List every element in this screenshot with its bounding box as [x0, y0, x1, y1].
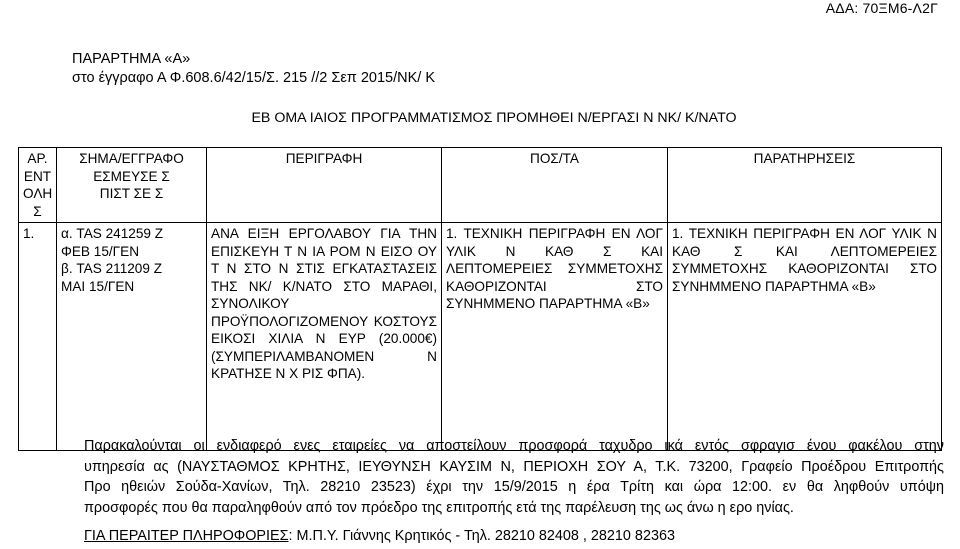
header-notes: ΠΑΡΑΤΗΡΗΣΕΙΣ — [668, 148, 942, 223]
row-notes: 1. ΤΕΧΝΙΚΗ ΠΕΡΙΓΡΑΦΗ ΕΝ ΛΟΓ ΥΛΙΚ Ν ΚΑΘ Σ ΚΑΙ ΛΕΠΤΟΜΕΡΕΙΕΣ ΣΥΜΜΕΤΟΧΗΣ ΚΑΘΟΡΙΖΟΝΤΑΙ ΣΤΟ ΣΥΝΗΜΜΕΝΟ ΠΑΡΑΡΤΗΜΑ «Β» — [668, 223, 942, 451]
row-quantity: 1. ΤΕΧΝΙΚΗ ΠΕΡΙΓΡΑΦΗ ΕΝ ΛΟΓ ΥΛΙΚ Ν ΚΑΘ Σ ΚΑΙ ΛΕΠΤΟΜΕΡΕΙΕΣ ΣΥΜΜΕΤΟΧΗΣ ΚΑΘΟΡΙΖΟΝΤΑΙ ΣΤΟ ΣΥΝΗΜΜΕΝΟ ΠΑΡΑΡΤΗΜΑ «Β» — [442, 223, 668, 451]
header-description: ΠΕΡΙΓΡΑΦΗ — [207, 148, 442, 223]
row-number: 1. — [19, 223, 57, 451]
document-subject: ΕΒ ΟΜΑ ΙΑΙΟΣ ΠΡΟΓΡΑΜΜΑΤΙΣΜΟΣ ΠΡΟΜΗΘΕΙ Ν/ΕΡΓΑΣΙ Ν ΝΚ/ Κ/ΝΑΤΟ — [251, 110, 737, 126]
contact-label: ΓΙΑ ΠΕΡΑΙΤΕΡ ΠΛΗΡΟΦΟΡΙΕΣ — [84, 528, 289, 544]
annex-reference: στο έγγραφο Α Φ.608.6/42/15/Σ. 215 //2 Σεπ 2015/ΝΚ/ Κ — [72, 70, 435, 86]
annex-header — [72, 50, 435, 88]
header-quantity: ΠΟΣ/ΤΑ — [442, 148, 668, 223]
header-entry-number: ΑΡ. ΕΝΤ ΟΛΗ Σ — [19, 148, 57, 223]
paragraph-line: Παρακαλούνται οι ενδιαφερό ενες εταιρείες να αποστείλουν προσφορά ταχυδρο ικά εντός σφραγισ ένου φακέλου στην — [84, 438, 944, 454]
table-row — [19, 223, 942, 451]
contact-info — [84, 528, 675, 544]
paragraph-line: Προ ηθειών Σούδα-Χανίων, Τηλ. 28210 23523) έχρι την 15/9/2015 η έρα Τρίτη και ώρα 12:00. εν θα ληφθούν υπόψη — [84, 479, 944, 495]
paragraph-line: υπηρεσία ας (ΝΑΥΣΤΑΘΜΟΣ ΚΡΗΤΗΣ, ΙΕΥΘΥΝΣΗ ΚΑΥΣΙΜ Ν, ΠΕΡΙΟΧΗ ΣΟΥ Α, Τ.Κ. 73200, Γραφείο Προέδρου Επιτροπής — [84, 458, 944, 475]
row-description: ΑΝΑ ΕΙΞΗ ΕΡΓΟΛΑΒΟΥ ΓΙΑ ΤΗΝ ΕΠΙΣΚΕΥΗ Τ Ν ΙΑ ΡΟΜ Ν ΕΙΣΟ ΟΥ Τ Ν ΣΤΟ Ν ΣΤΙΣ ΕΓΚΑΤΑΣΤΑΣΕΙΣ ΤΗΣ ΝΚ/ Κ/ΝΑΤΟ ΣΤΟ ΜΑΡΑΘΙ, ΣΥΝΟΛΙΚΟΥ ΠΡΟΫΠΟΛΟΓΙΖΟΜΕΝΟΥ ΚΟΣΤΟΥΣ ΕΙΚΟΣΙ ΧΙΛΙΑ Ν ΕΥΡ (20.000€) (ΣΥΜΠΕΡΙΛΑΜΒΑΝΟΜΕΝ Ν ΚΡΑΤΗΣΕ Ν Χ ΡΙΣ ΦΠΑ). — [207, 223, 442, 451]
contact-details: : Μ.Π.Υ. Γιάννης Κρητικός - Τηλ. 28210 82408 , 28210 82363 — [288, 528, 675, 544]
row-documents: α. TAS 241259 Z ΦΕΒ 15/ΓΕΝ β. TAS 211209 Z ΜΑΙ 15/ΓΕΝ — [57, 223, 207, 451]
header-commitment-document: ΣΗΜΑ/ΕΓΓΡΑΦΟ ΕΣΜΕΥΣΕ Σ ΠΙΣΤ ΣΕ Σ — [57, 148, 207, 223]
table-header-row — [19, 148, 942, 223]
paragraph-line: προσφορές που θα παραληφθούν από τον πρόεδρο της επιτροπής ετά της παρέλευση της ως άνω η ερο ηνίας. — [84, 499, 794, 516]
procurement-table — [18, 147, 942, 451]
instructions-paragraph — [84, 436, 944, 518]
annex-title: ΠΑΡΑΡΤΗΜΑ «Α» — [72, 51, 191, 67]
ada-code: ΑΔΑ: 70ΞΜ6-Λ2Γ — [825, 0, 938, 16]
